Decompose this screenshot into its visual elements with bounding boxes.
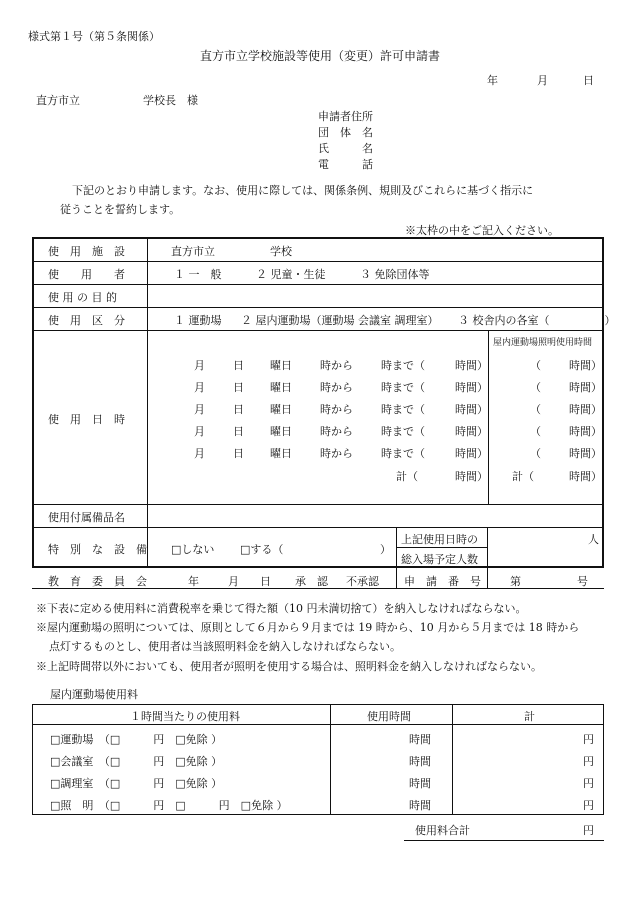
page-title: 直方市立学校施設等使用（変更）許可申請書 xyxy=(200,49,441,63)
datetime-from: 時から xyxy=(320,381,353,394)
special-yes-checkbox[interactable]: □する（ xyxy=(240,543,284,556)
datetime-hours: 時間） xyxy=(455,381,488,394)
datetime-light-open: （ xyxy=(530,381,541,394)
approval-year: 年 xyxy=(188,575,199,588)
fee-row-time: 時間 xyxy=(409,777,431,790)
fee-row-total: 円 xyxy=(583,755,594,768)
datetime-weekday: 曜日 xyxy=(270,381,292,394)
total-hours: 時間） xyxy=(455,470,488,483)
approval-day: 日 xyxy=(260,575,271,588)
datetime-weekday: 曜日 xyxy=(270,425,292,438)
datetime-from: 時から xyxy=(320,403,353,416)
fee-row-time: 時間 xyxy=(409,755,431,768)
datetime-day: 日 xyxy=(233,359,244,372)
category-option-rooms[interactable]: ３ 校舎内の各室（ ） xyxy=(458,314,616,327)
addressee-city: 直方市立 xyxy=(36,94,80,107)
note-3: 点灯するものとし、使用者は当該照明料金を納入しなければならない。 xyxy=(49,640,401,653)
special-label: 特 別 な 設 備 xyxy=(48,543,147,556)
total-label: 計（ xyxy=(396,470,418,483)
facility-value[interactable]: 直方市立 学校 xyxy=(171,245,292,258)
datetime-from: 時から xyxy=(320,425,353,438)
datetime-to: 時まで（ xyxy=(381,359,425,372)
attendance-unit: 人 xyxy=(588,533,599,546)
light-total-hours: 時間） xyxy=(569,470,602,483)
datetime-light-open: （ xyxy=(530,403,541,416)
datetime-light-hours: 時間） xyxy=(569,447,602,460)
fee-row-name[interactable]: □照 明 （□ 円 □ 円 □免除 ） xyxy=(50,799,288,812)
board-label: 教 育 委 員 会 xyxy=(48,575,147,588)
user-label: 使 用 者 xyxy=(48,268,125,281)
datetime-month: 月 xyxy=(194,447,205,460)
datetime-label: 使 用 日 時 xyxy=(48,413,125,426)
datetime-hours: 時間） xyxy=(455,447,488,460)
fee-row-name[interactable]: □会議室 （□ 円 □免除 ） xyxy=(50,755,223,768)
form-number: 様式第１号（第５条関係） xyxy=(28,30,160,43)
attendance-label-1: 上記使用日時の xyxy=(401,533,478,546)
fee-row-name[interactable]: □調理室 （□ 円 □免除 ） xyxy=(50,777,223,790)
category-option-ground[interactable]: １ 運動場 xyxy=(174,314,222,327)
datetime-light-hours: 時間） xyxy=(569,425,602,438)
date-day: 日 xyxy=(583,74,594,87)
attendance-label-2: 総入場予定人数 xyxy=(401,553,478,566)
note-1: ※下表に定める使用料に消費税率を乗じて得た額（10 円未満切捨て）を納入しなければならない。 xyxy=(36,602,527,615)
datetime-month: 月 xyxy=(194,359,205,372)
datetime-to: 時まで（ xyxy=(381,403,425,416)
category-label: 使 用 区 分 xyxy=(48,314,125,327)
app-number-label: 申 請 番 号 xyxy=(404,575,481,588)
intro-line-1: 下記のとおり申請します。なお、使用に際しては、関係条例、規則及びこれらに基づく指示に xyxy=(72,184,534,197)
datetime-day: 日 xyxy=(233,381,244,394)
note-2: ※屋内運動場の照明については、原則として６月から９月までは 19 時から、10 月から５月までは 18 時から xyxy=(36,621,580,634)
datetime-from: 時から xyxy=(320,447,353,460)
special-close: ） xyxy=(380,543,391,556)
datetime-weekday: 曜日 xyxy=(270,403,292,416)
datetime-light-open: （ xyxy=(530,425,541,438)
datetime-weekday: 曜日 xyxy=(270,447,292,460)
datetime-month: 月 xyxy=(194,381,205,394)
datetime-to: 時まで（ xyxy=(381,447,425,460)
user-option-general[interactable]: １ 一 般 xyxy=(174,268,222,281)
app-number-prefix: 第 xyxy=(510,575,521,588)
equipment-label: 使用付属備品名 xyxy=(48,511,125,524)
fee-row-total: 円 xyxy=(583,799,594,812)
fee-row-total: 円 xyxy=(583,733,594,746)
fee-col-time: 使用時間 xyxy=(367,710,411,723)
lighting-header: 屋内運動場照明使用時間 xyxy=(493,338,593,348)
datetime-light-hours: 時間） xyxy=(569,403,602,416)
datetime-day: 日 xyxy=(233,447,244,460)
reject-mark: 不承認 xyxy=(346,575,379,588)
datetime-weekday: 曜日 xyxy=(270,359,292,372)
datetime-day: 日 xyxy=(233,403,244,416)
datetime-from: 時から xyxy=(320,359,353,372)
user-option-student[interactable]: ２ 児童・生徒 xyxy=(256,268,326,281)
datetime-to: 時まで（ xyxy=(381,425,425,438)
light-total-label: 計（ xyxy=(512,470,534,483)
applicant-phone: 電 話 xyxy=(318,158,373,171)
grand-total-unit: 円 xyxy=(583,824,594,837)
datetime-light-hours: 時間） xyxy=(569,359,602,372)
datetime-hours: 時間） xyxy=(455,359,488,372)
note-4: ※上記時間帯以外においても、使用者が照明を使用する場合は、照明料金を納入しなければならない。 xyxy=(36,660,542,673)
datetime-light-hours: 時間） xyxy=(569,381,602,394)
datetime-light-open: （ xyxy=(530,447,541,460)
user-option-exempt[interactable]: ３ 免除団体等 xyxy=(360,268,430,281)
datetime-day: 日 xyxy=(233,425,244,438)
datetime-month: 月 xyxy=(194,403,205,416)
intro-line-2: 従うことを誓約します。 xyxy=(60,203,181,216)
datetime-light-open: （ xyxy=(530,359,541,372)
fee-row-total: 円 xyxy=(583,777,594,790)
applicant-name: 氏 名 xyxy=(318,142,373,155)
fee-col-total: 計 xyxy=(524,710,535,723)
datetime-hours: 時間） xyxy=(455,403,488,416)
datetime-to: 時まで（ xyxy=(381,381,425,394)
applicant-group: 団 体 名 xyxy=(318,126,373,139)
fee-col-rate: １時間当たりの使用料 xyxy=(130,710,240,723)
category-option-gym[interactable]: ２ 屋内運動場（運動場 会議室 調理室） xyxy=(241,314,439,327)
datetime-hours: 時間） xyxy=(455,425,488,438)
applicant-address: 申請者住所 xyxy=(318,110,373,123)
fee-row-name[interactable]: □運動場 （□ 円 □免除 ） xyxy=(50,733,223,746)
date-month: 月 xyxy=(537,74,548,87)
facility-label: 使 用 施 設 xyxy=(48,245,125,258)
datetime-month: 月 xyxy=(194,425,205,438)
fee-row-time: 時間 xyxy=(409,733,431,746)
app-number-suffix: 号 xyxy=(577,575,588,588)
fill-note: ※太枠の中をご記入ください。 xyxy=(405,224,559,237)
purpose-label: 使 用 の 目 的 xyxy=(48,291,117,304)
fee-table-caption: 屋内運動場使用料 xyxy=(50,688,138,701)
approve-mark: 承 認 xyxy=(295,575,328,588)
special-no-checkbox[interactable]: □しない xyxy=(171,543,215,556)
approval-month: 月 xyxy=(228,575,239,588)
addressee-title: 学校長 様 xyxy=(143,94,198,107)
fee-row-time: 時間 xyxy=(409,799,431,812)
date-year: 年 xyxy=(487,74,498,87)
grand-total-label: 使用料合計 xyxy=(415,824,470,837)
